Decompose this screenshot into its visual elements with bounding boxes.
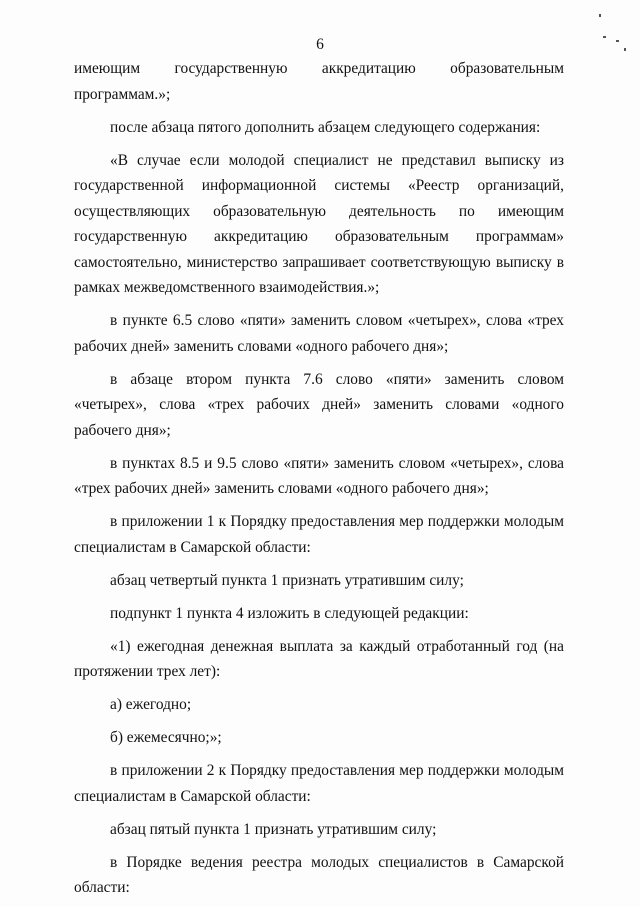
scan-artifact — [616, 40, 619, 42]
scan-artifact — [599, 14, 601, 17]
scan-artifact — [624, 48, 626, 51]
paragraph-continuation: имеющим государственную аккредитацию образовательным программам.»; — [74, 60, 564, 103]
paragraph: после абзаца пятого дополнить абзацем следующего содержания: — [110, 118, 541, 136]
paragraph: абзац четвертый пункта 1 признать утратившим силу; — [110, 571, 464, 589]
paragraph: в пунктах 8.5 и 9.5 слово «пяти» заменить словом «четырех», слова «трех рабочих дней» заменить словами «одного рабочего дня»; — [74, 454, 564, 497]
document-body — [74, 56, 564, 908]
page-number: 6 — [316, 36, 324, 53]
scan-artifact — [603, 36, 606, 38]
paragraph: абзац пятый пункта 1 признать утратившим силу; — [110, 820, 437, 838]
paragraph: в приложении 2 к Порядку предоставления мер поддержки молодым специалистам в Самарской области: — [74, 762, 564, 805]
paragraph: подпункт 1 пункта 4 изложить в следующей редакции: — [110, 604, 469, 622]
paragraph-quote: «1) ежегодная денежная выплата за каждый отработанный год (на протяжении трех лет): — [74, 637, 564, 680]
list-item: а) ежегодно; — [110, 696, 192, 713]
list-item: б) ежемесячно;»; — [110, 729, 222, 746]
paragraph: в приложении 1 к Порядку предоставления мер поддержки молодым специалистам в Самарской области: — [74, 513, 564, 556]
paragraph: в Порядке ведения реестра молодых специалистов в Самарской области: — [74, 853, 564, 896]
paragraph: в абзаце втором пункта 7.6 слово «пяти» заменить словом «четырех», слова «трех рабочих дней» заменить словами «одного рабочего дня»; — [74, 370, 564, 439]
paragraph-quote: «В случае если молодой специалист не представил выписку из государственной информационной системы «Реестр организаций, осуществляющих образовательную деятельность по имеющим государственную аккредитацию образовательным программам» самостоятельно, министерство запрашивает соответствующую выписку в рамках межведомственного взаимодействия.»; — [74, 151, 564, 296]
paragraph: в пункте 6.5 слово «пяти» заменить словом «четырех», слова «трех рабочих дней» заменить словами «одного рабочего дня»; — [74, 312, 564, 355]
